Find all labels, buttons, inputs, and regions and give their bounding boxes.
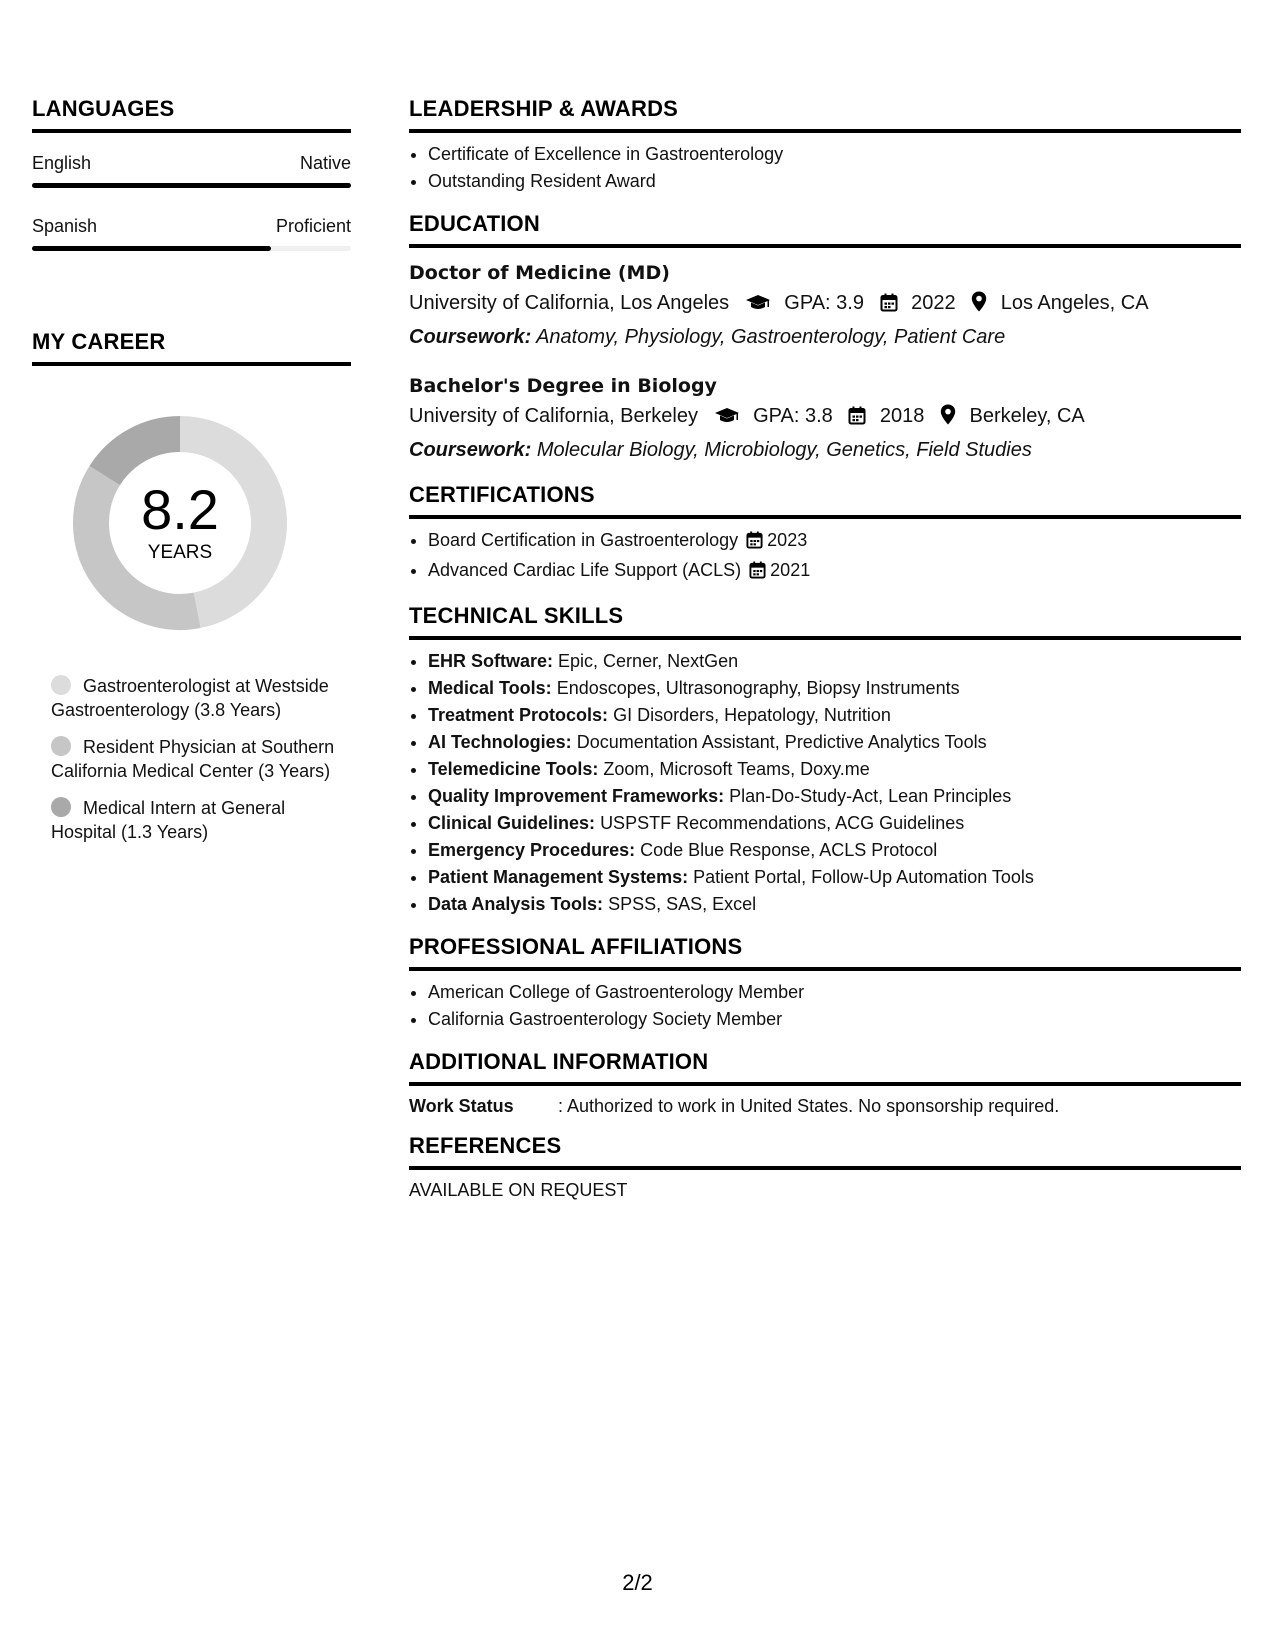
skill-label: Patient Management Systems: (428, 867, 689, 887)
additional-info-section (409, 1049, 1241, 1117)
legend-dot (51, 675, 71, 695)
list-item (428, 557, 1241, 587)
skill-item (428, 756, 1241, 783)
school-location: Berkeley, CA (969, 405, 1085, 427)
language-bar (32, 183, 351, 188)
calendar-icon (749, 560, 766, 587)
degree-title: Bachelor's Degree in Biology (409, 375, 717, 397)
skills-list (409, 648, 1241, 918)
career-legend (51, 674, 351, 844)
list-item: • American College of Gastroenterology Member (428, 979, 1241, 1006)
career-title: MY CAREER (32, 329, 351, 366)
education-entry (409, 371, 1241, 466)
skill-value: Zoom, Microsoft Teams, Doxy.me (603, 759, 870, 779)
work-status-label: Work Status (409, 1096, 514, 1116)
work-status-row (409, 1096, 1241, 1117)
skill-label: Clinical Guidelines: (428, 813, 596, 833)
skill-label: AI Technologies: (428, 732, 572, 752)
degree-title: Doctor of Medicine (MD) (409, 262, 670, 284)
legend-label: Resident Physician at Southern California Medical Center (3 Years) (51, 737, 335, 781)
career-legend-item (51, 735, 351, 783)
coursework (409, 322, 1241, 353)
list-item (428, 527, 1241, 557)
skill-value: SPSS, SAS, Excel (608, 894, 757, 914)
career-total-value: 8.2 (141, 478, 219, 541)
list-item: • California Gastroenterology Society Member (428, 1006, 1241, 1033)
skill-value: Endoscopes, Ultrasonography, Biopsy Instruments (556, 678, 960, 698)
coursework-label: Coursework: (409, 439, 532, 461)
career-total-unit: YEARS (147, 542, 213, 563)
career-legend-item (51, 796, 351, 844)
certification-year: 2021 (770, 560, 811, 580)
career-legend-item (51, 674, 351, 722)
skill-label: Medical Tools: (428, 678, 552, 698)
skill-item (428, 864, 1241, 891)
language-level: Proficient (275, 216, 351, 236)
certification-name: Advanced Cardiac Life Support (ACLS) (428, 560, 742, 580)
school-name: University of California, Berkeley (409, 405, 698, 427)
legend-label: Gastroenterologist at Westside Gastroenterology (3.8 Years) (51, 676, 329, 720)
language-level: Native (299, 153, 351, 173)
leadership-title: LEADERSHIP & AWARDS (409, 96, 1241, 133)
coursework-label: Coursework: (409, 326, 532, 348)
career-section (32, 329, 351, 844)
coursework-text: Anatomy, Physiology, Gastroenterology, Patient Care (536, 326, 1006, 348)
certification-name: Board Certification in Gastroenterology (428, 530, 739, 550)
work-status-value: : Authorized to work in United States. No sponsorship required. (558, 1096, 1060, 1116)
certifications-section (409, 482, 1241, 587)
graduation-cap-icon (714, 404, 740, 435)
language-name: Spanish (32, 216, 98, 236)
skill-item (428, 810, 1241, 837)
skill-item (428, 648, 1241, 675)
skill-label: Emergency Procedures: (428, 840, 636, 860)
map-pin-icon (971, 291, 987, 322)
legend-dot (51, 797, 71, 817)
education-section (409, 211, 1241, 466)
references-section (409, 1133, 1241, 1201)
skill-value: GI Disorders, Hepatology, Nutrition (613, 705, 891, 725)
coursework (409, 435, 1241, 466)
legend-dot (51, 736, 71, 756)
skill-item (428, 729, 1241, 756)
legend-label: Medical Intern at General Hospital (1.3 Years) (51, 798, 286, 842)
skill-item (428, 891, 1241, 918)
calendar-icon (746, 530, 763, 557)
skill-label: Data Analysis Tools: (428, 894, 604, 914)
references-text: AVAILABLE ON REQUEST (409, 1180, 628, 1200)
language-item (32, 216, 351, 251)
map-pin-icon (940, 404, 956, 435)
additional-title: ADDITIONAL INFORMATION (409, 1049, 1241, 1086)
right-column (409, 96, 1241, 1217)
education-title: EDUCATION (409, 211, 1241, 248)
skills-title: TECHNICAL SKILLS (409, 603, 1241, 640)
career-donut-chart (67, 410, 293, 636)
skill-value: Documentation Assistant, Predictive Analytics Tools (576, 732, 987, 752)
skill-label: Treatment Protocols: (428, 705, 609, 725)
language-bar-fill (32, 183, 351, 188)
skill-value: Code Blue Response, ACLS Protocol (640, 840, 938, 860)
skill-item (428, 675, 1241, 702)
gpa: GPA: 3.9 (784, 292, 864, 314)
language-bar-fill (32, 246, 271, 251)
language-item (32, 153, 351, 188)
affiliations-title: PROFESSIONAL AFFILIATIONS (409, 934, 1241, 971)
left-column (32, 96, 351, 857)
graduation-year: 2018 (879, 405, 925, 427)
list-item: • Certificate of Excellence in Gastroenterology (428, 141, 1241, 168)
calendar-icon (880, 291, 898, 322)
skill-item (428, 837, 1241, 864)
leadership-section (409, 96, 1241, 195)
graduation-cap-icon (745, 291, 771, 322)
references-title: REFERENCES (409, 1133, 1241, 1170)
education-entry (409, 258, 1241, 353)
page-number: 2/2 (622, 1570, 653, 1595)
gpa: GPA: 3.8 (753, 405, 833, 427)
languages-section (32, 96, 351, 251)
skill-label: Quality Improvement Frameworks: (428, 786, 725, 806)
certification-year: 2023 (767, 530, 808, 550)
skill-value: Epic, Cerner, NextGen (558, 651, 739, 671)
skill-value: USPSTF Recommendations, ACG Guidelines (600, 813, 965, 833)
certifications-title: CERTIFICATIONS (409, 482, 1241, 519)
skill-item (428, 783, 1241, 810)
calendar-icon (848, 404, 866, 435)
graduation-year: 2022 (911, 292, 956, 314)
skill-value: Plan-Do-Study-Act, Lean Principles (729, 786, 1012, 806)
skill-label: EHR Software: (428, 651, 554, 671)
language-bar (32, 246, 351, 251)
languages-title: LANGUAGES (32, 96, 351, 133)
coursework-text: Molecular Biology, Microbiology, Genetics, Field Studies (536, 439, 1032, 461)
school-location: Los Angeles, CA (1000, 292, 1149, 314)
technical-skills-section (409, 603, 1241, 918)
skill-item (428, 702, 1241, 729)
language-name: English (32, 153, 92, 173)
affiliations-section (409, 934, 1241, 1033)
skill-label: Telemedicine Tools: (428, 759, 599, 779)
list-item: • Outstanding Resident Award (428, 168, 1241, 195)
school-name: University of California, Los Angeles (409, 292, 730, 314)
skill-value: Patient Portal, Follow-Up Automation Tools (693, 867, 1034, 887)
